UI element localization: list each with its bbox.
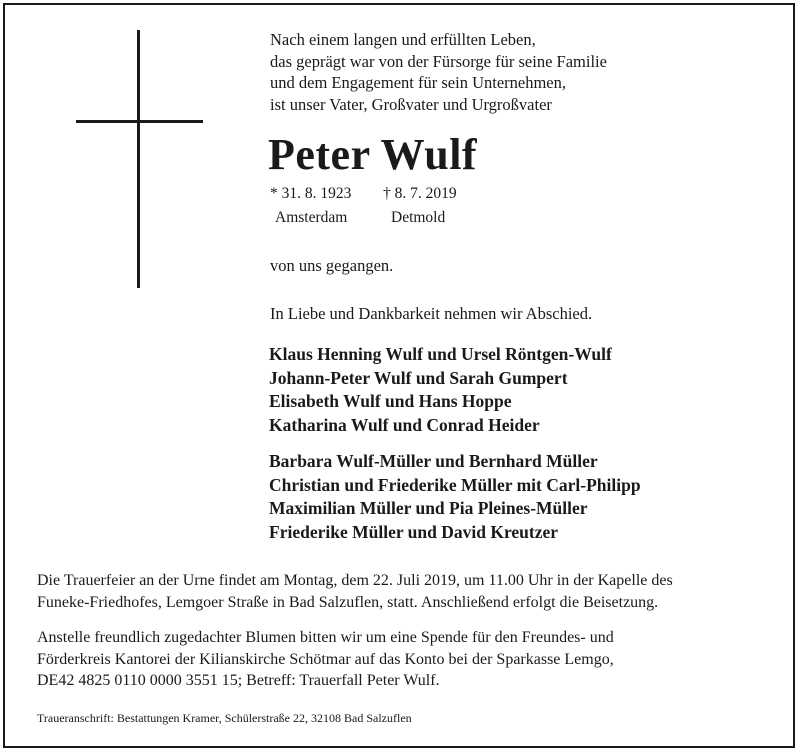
donation-line: DE42 4825 0110 0000 3551 15; Betreff: Trauerfall Peter Wulf.	[37, 672, 440, 689]
intro-text	[270, 29, 607, 115]
intro-line: Nach einem langen und erfüllten Leben,	[270, 30, 536, 49]
death-place: Detmold	[391, 209, 446, 226]
ceremony-paragraph	[37, 570, 673, 613]
cross-horizontal-bar	[76, 120, 203, 123]
mourner-line: Christian und Friederike Müller mit Carl-Philipp	[269, 474, 641, 495]
mourning-address: Traueranschrift: Bestattungen Kramer, Schülerstraße 22, 32108 Bad Salzuflen	[37, 711, 412, 725]
mourner-line: Barbara Wulf-Müller und Bernhard Müller	[269, 451, 598, 471]
donation-line: Förderkreis Kantorei der Kilianskirche Schötmar auf das Konto bei der Sparkasse Lemgo,	[37, 650, 614, 668]
intro-line: und dem Engagement für sein Unternehmen,	[270, 73, 566, 92]
intro-line: das geprägt war von der Fürsorge für seine Familie	[270, 51, 607, 71]
cross-vertical-bar	[137, 30, 140, 288]
mourner-line: Maximilian Müller und Pia Pleines-Müller	[269, 498, 588, 518]
mourner-line: Friederike Müller und David Kreutzer	[269, 521, 559, 542]
ceremony-line: Die Trauerfeier an der Urne findet am Montag, dem 22. Juli 2019, um 11.00 Uhr in der Kapelle des	[37, 572, 673, 589]
mourner-line: Johann-Peter Wulf und Sarah Gumpert	[269, 367, 568, 388]
mourner-line: Klaus Henning Wulf und Ursel Röntgen-Wulf	[269, 344, 612, 364]
mourners-group-grandchildren	[269, 450, 641, 544]
gone-line: von uns gegangen.	[270, 256, 394, 275]
ceremony-line: Funeke-Friedhofes, Lemgoer Straße in Bad Salzuflen, statt. Anschließend erfolgt die Beisetzung.	[37, 593, 659, 611]
donation-line: Anstelle freundlich zugedachter Blumen bitten wir um eine Spende für den Freundes- und	[37, 629, 614, 646]
mourners-group-children	[269, 343, 612, 437]
farewell-line: In Liebe und Dankbarkeit nehmen wir Abschied.	[270, 304, 593, 323]
birth-date: * 31. 8. 1923	[270, 185, 352, 202]
mourner-line: Katharina Wulf und Conrad Heider	[269, 414, 540, 435]
intro-line: ist unser Vater, Großvater und Urgroßvater	[270, 94, 552, 114]
deceased-name: Peter Wulf	[268, 130, 478, 179]
mourner-line: Elisabeth Wulf und Hans Hoppe	[269, 391, 512, 411]
death-date: † 8. 7. 2019	[383, 185, 457, 202]
birth-place: Amsterdam	[275, 209, 348, 226]
donation-paragraph	[37, 627, 614, 692]
